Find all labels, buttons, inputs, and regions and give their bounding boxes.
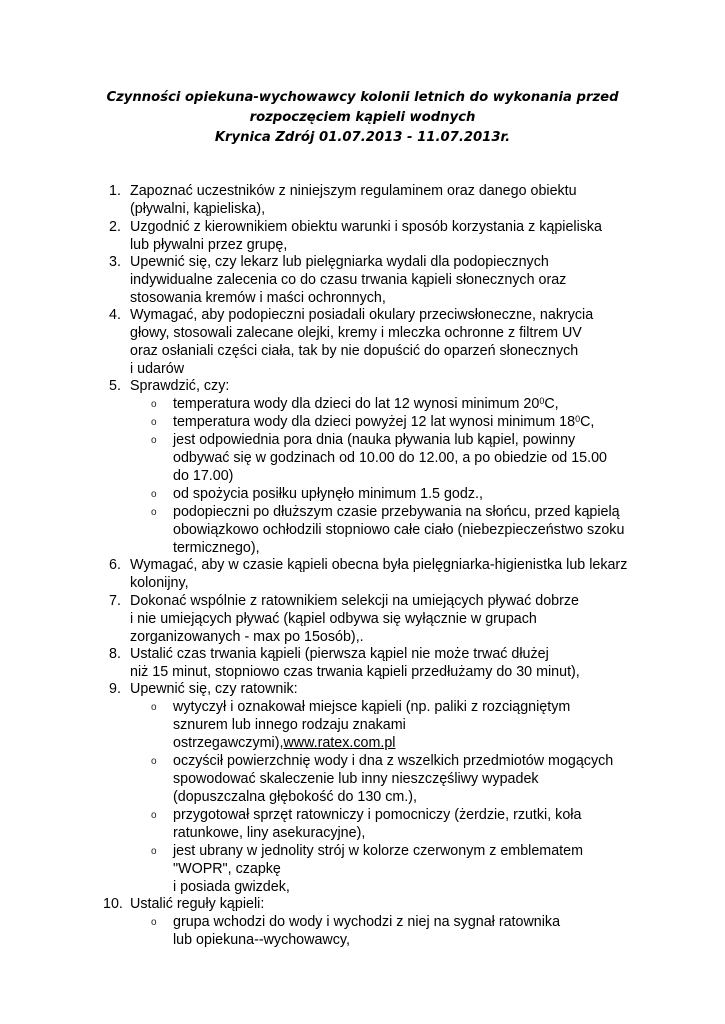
item-3-line-1: Upewnić się, czy lekarz lub pielęgniarka wydali dla podopiecznych <box>130 254 549 270</box>
item-number-1: 1. <box>109 183 121 199</box>
bullet-icon: o <box>151 507 157 518</box>
item-2-line-2: lub pływalni przez grupę, <box>130 237 288 253</box>
item-8-line-1: Ustalić czas trwania kąpieli (pierwsza kąpiel nie może trwać dłużej <box>130 646 549 662</box>
item-1-line-2: (pływalni, kąpieliska), <box>130 201 266 217</box>
item-5-sub-2: temperatura wody dla dzieci powyżej 12 lat wynosi minimum $18^0C$, <box>173 414 595 430</box>
item-3-line-2: indywidualne zalecenia co do czasu trwania kąpieli słonecznych oraz <box>130 272 567 288</box>
item-9-sub-4-line-3: i posiada gwizdek, <box>173 879 290 895</box>
item-5-sub-5-line-1: podopieczni po dłuższym czasie przebywania na słońcu, przed kąpielą <box>173 504 620 520</box>
item-number-6: 6. <box>109 557 121 573</box>
item-number-4: 4. <box>109 307 121 323</box>
item-9-sub-1-line-2: sznurem lub innego rodzaju znakami <box>173 717 406 733</box>
item-number-9: 9. <box>109 681 121 697</box>
item-5-line-1: Sprawdzić, czy: <box>130 378 230 394</box>
bullet-icon: o <box>151 917 157 928</box>
bullet-icon: o <box>151 756 157 767</box>
bullet-icon: o <box>151 810 157 821</box>
item-9-sub-3-line-2: ratunkowe, liny asekuracyjne), <box>173 825 366 841</box>
item-number-7: 7. <box>109 593 121 609</box>
item-5-sub-3-line-3: do 17.00) <box>173 468 234 484</box>
item-5-sub-3-line-2: odbywać się w godzinach od 10.00 do 12.00, a po obiedzie od 15.00 <box>173 450 607 466</box>
item-8-line-2: niż 15 minut, stopniowo czas trwania kąpieli przedłużamy do 30 minut), <box>130 664 580 680</box>
item-4-line-2: głowy, stosowali zalecane olejki, kremy i mleczka ochronne z filtrem UV <box>130 325 582 341</box>
item-9-sub-2-line-2: spowodować skaleczenie lub inny nieszczęśliwy wypadek <box>173 771 539 787</box>
item-7-line-2: i nie umiejących pływać (kąpiel odbywa się wyłącznie w grupach <box>130 611 537 627</box>
item-5-sub-3-line-1: jest odpowiednia pora dnia (nauka pływania lub kąpiel, powinny <box>173 432 576 448</box>
item-5-sub-4: od spożycia posiłku upłynęło minimum 1.5 godz., <box>173 486 483 502</box>
item-number-8: 8. <box>109 646 121 662</box>
document-title-line-2: rozpoczęciem kąpieli wodnych <box>249 110 476 125</box>
item-number-3: 3. <box>109 254 121 270</box>
item-2-line-1: Uzgodnić z kierownikiem obiektu warunki i sposób korzystania z kąpieliska <box>130 219 603 235</box>
bullet-icon: o <box>151 702 157 713</box>
bullet-icon: o <box>151 399 157 410</box>
item-10-sub-1-line-2: lub opiekuna--wychowawcy, <box>173 932 350 948</box>
item-7-line-1: Dokonać wspólnie z ratownikiem selekcji na umiejących pływać dobrze <box>130 593 579 609</box>
bullet-icon: o <box>151 846 157 857</box>
item-number-5: 5. <box>109 378 121 394</box>
item-9-sub-2-line-3: (dopuszczalna głębokość do 130 cm.), <box>173 789 417 805</box>
item-number-2: 2. <box>109 219 121 235</box>
item-4-line-1: Wymagać, aby podopieczni posiadali okulary przeciwsłoneczne, nakrycia <box>130 307 594 323</box>
document-title-line-3: Krynica Zdrój 01.07.2013 - 11.07.2013r. <box>214 130 511 145</box>
bullet-icon: o <box>151 489 157 500</box>
item-9-line-1: Upewnić się, czy ratownik: <box>130 681 298 697</box>
item-5-sub-5-line-2: obowiązkowo ochłodzili stopniowo całe ciało (niebezpieczeństwo szoku <box>173 522 625 538</box>
ratex-website-link[interactable]: www.ratex.com.pl <box>283 735 396 751</box>
item-9-sub-3-line-1: przygotował sprzęt ratowniczy i pomocniczy (żerdzie, rzutki, koła <box>173 807 582 823</box>
item-7-line-3: zorganizowanych - max po 15osób),. <box>130 629 364 645</box>
item-5-sub-5-line-3: termicznego), <box>173 540 260 556</box>
item-10-line-1: Ustalić reguły kąpieli: <box>130 896 265 912</box>
item-3-line-3: stosowania kremów i maści ochronnych, <box>130 290 386 306</box>
bullet-icon: o <box>151 435 157 446</box>
bullet-icon: o <box>151 417 157 428</box>
item-9-sub-4-line-1: jest ubrany w jednolity strój w kolorze czerwonym z emblematem <box>173 843 583 859</box>
item-9-sub-4-line-2: "WOPR", czapkę <box>173 861 281 877</box>
item-5-sub-1: temperatura wody dla dzieci do lat 12 wynosi minimum $20^0C$, <box>173 396 559 412</box>
item-9-sub-1-line-3: ostrzegawczymi),www.ratex.com.pl <box>173 735 396 751</box>
item-1-line-1: Zapoznać uczestników z niniejszym regulaminem oraz danego obiektu <box>130 183 577 199</box>
item-4-line-3: oraz osłaniali części ciała, tak by nie dopuścić do oparzeń słonecznych <box>130 343 579 359</box>
item-9-sub-1-line-1: wytyczył i oznakował miejsce kąpieli (np. paliki z rozciągniętym <box>173 699 571 715</box>
item-number-10: 10. <box>103 896 123 912</box>
item-9-sub-2-line-1: oczyścił powierzchnię wody i dna z wszelkich przedmiotów mogących <box>173 753 614 769</box>
item-4-line-4: i udarów <box>130 361 185 377</box>
item-6-line-1: Wymagać, aby w czasie kąpieli obecna była pielęgniarka-higienistka lub lekarz <box>130 557 628 573</box>
item-6-line-2: kolonijny, <box>130 575 189 591</box>
item-10-sub-1-line-1: grupa wchodzi do wody i wychodzi z niej na sygnał ratownika <box>173 914 561 930</box>
document-title-line-1: Czynności opiekuna-wychowawcy kolonii letnich do wykonania przed <box>106 90 619 105</box>
